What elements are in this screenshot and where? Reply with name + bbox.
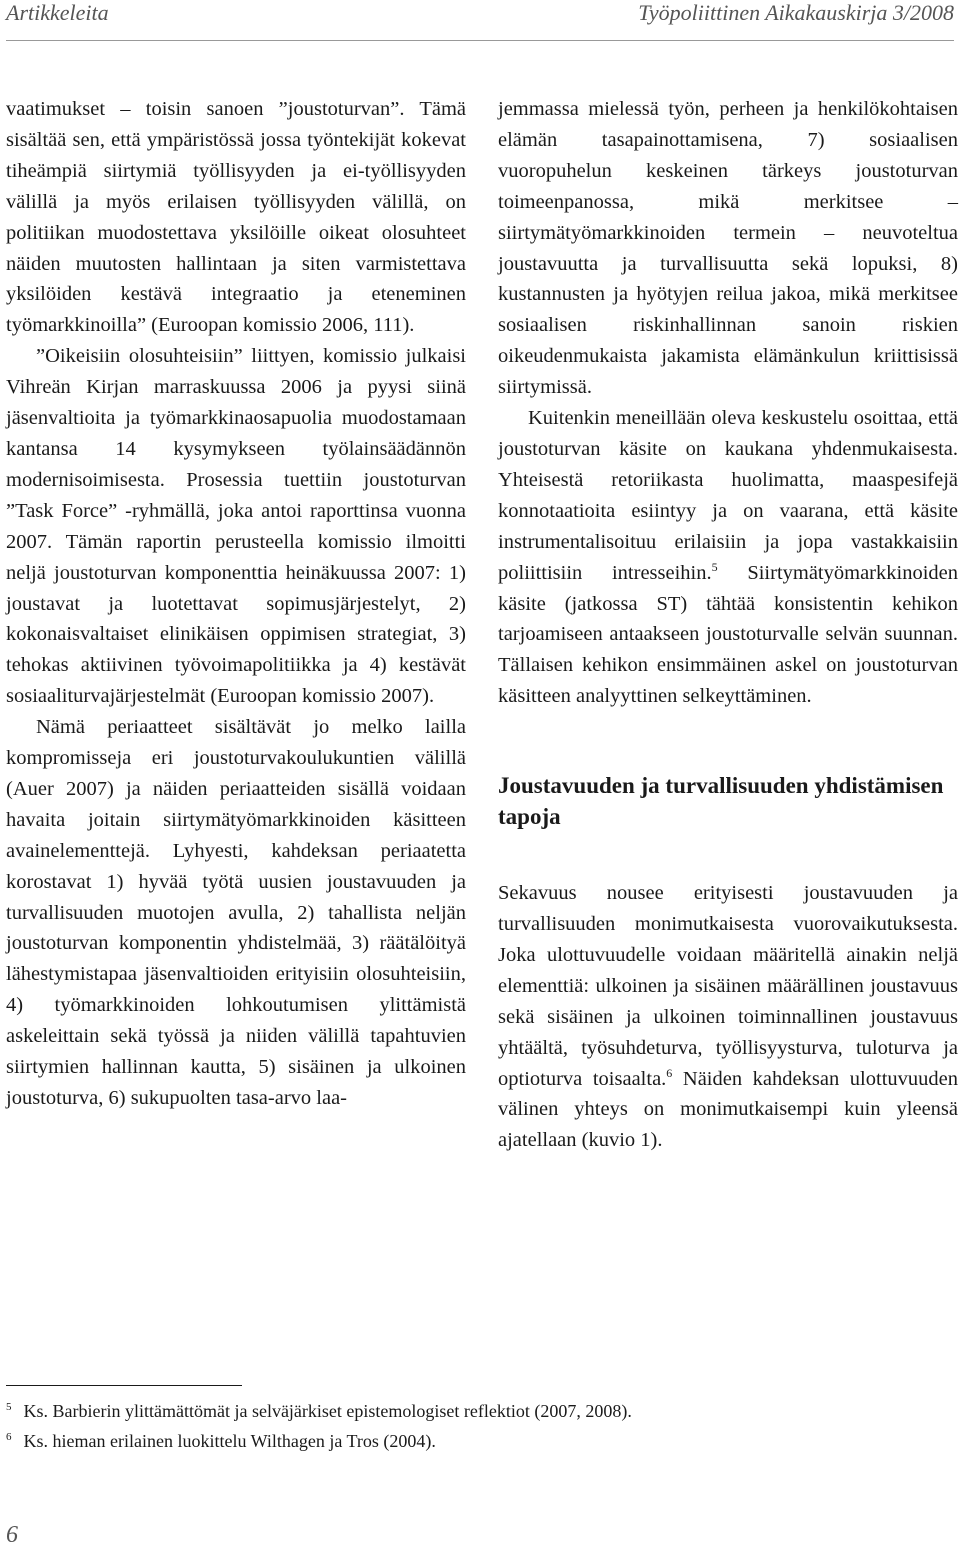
running-header-right: Työpoliittinen Aikakauskirja 3/2008 <box>638 0 954 25</box>
footnote-ref: 5 <box>711 559 718 574</box>
footnote-number: 5 <box>6 1401 12 1413</box>
paragraph-text: Kuitenkin meneillään oleva keskustelu osoittaa, että joustoturvan käsite on kaukana yhdenmukaisesta. Yhteisestä retoriikasta huolimatta, maaspesifejä konnotaatioita esiintyy ja on vaarana, että käsite instrumentalisoituu erilaisiin ja jopa vastakkaisiin poliittisiin intresseihin. <box>498 407 958 584</box>
section-heading: Joustavuuden ja turvallisuuden yhdistämisen tapoja <box>498 773 944 830</box>
footnote-ref: 6 <box>666 1065 673 1080</box>
paragraph: vaatimukset – toisin sanoen ”joustoturvan”. Tämä sisältää sen, että ympäristössä jossa työntekijät kokevat tiheämpiä siirtymiä työllisyyden ja ei-työllisyyden välillä ja myös erilaisen työllisyyden välillä, on politiikan muodostettava yksilöille oikeat olosuhteet näiden muutosten hallintaan ja siten varmistettava yksilöiden kestävä integraatio ja eteneminen työmarkkinoilla” (Euroopan komissio 2006, 111). <box>6 98 466 337</box>
footnote-text: Ks. Barbierin ylittämättömät ja selväjärkiset epistemologiset reflektiot (2007, 2008). <box>23 1401 632 1421</box>
left-column <box>6 94 466 1114</box>
footnote <box>6 1396 632 1426</box>
running-header-left: Artikkeleita <box>6 0 109 25</box>
footnote-number: 6 <box>6 1431 12 1443</box>
paragraph: jemmassa mielessä työn, perheen ja henkilökohtaisen elämän tasapainottamisena, 7) sosiaalisen vuoropuhelun keskeinen tärkeys joustoturvan toimeenpanossa, mikä merkitsee – siirtymätyömarkkinoiden termein – neuvoteltua joustavuutta ja turvallisuutta sekä lopuksi, 8) kustannusten ja hyötyjen reilua jakoa, mikä merkitsee sosiaalisen riskinhallinnan sanoin riskien oikeudenmukaista jakamista elämänkulun kriittisissä siirtymissä. <box>498 98 958 399</box>
paragraph: ”Oikeisiin olosuhteisiin” liittyen, komissio julkaisi Vihreän Kirjan marraskuussa 2006 ja pyysi siinä jäsenvaltioita ja työmarkkinaosapuolia muodostamaan kantansa 14 kysymykseen työlainsäädännön modernisoimisesta. Prosessia tuettiin joustoturvan ”Task Force” -ryhmällä, joka antoi raporttinsa vuonna 2007. Tämän raportin perusteella komissio ilmoitti neljä joustoturvan komponenttia heinäkuussa 2007: 1) joustavat ja luotettavat sopimusjärjestelyt, 2) kokonaisvaltaiset elinikäisen oppimisen strategiat, 3) tehokas aktiivinen työvoimapolitiikka ja 4) kestävät sosiaaliturvajärjestelmät (Euroopan komissio 2007). <box>6 345 466 708</box>
right-column <box>498 94 958 1156</box>
paragraph: Nämä periaatteet sisältävät jo melko lailla kompromisseja eri joustoturvakoulukuntien välillä (Auer 2007) ja näiden periaatteiden sisällä voidaan havaita joitain siirtymätyömarkkinoiden käsitteen avainelementtejä. Lyhyesti, kahdeksan periaatetta korostavat 1) hyvää työtä uusien joustavuuden ja turvallisuuden muotojen avulla, 2) tahallista neljän joustoturvan komponentin yhdistelmää, 3) räätälöityä lähestymistapaa jäsenvaltioiden erityisiin olosuhteisiin, 4) työmarkkinoiden lohkoutumisen ylittämistä askeleittain sekä työssä ja niiden välillä tapahtuvien siirtymien hallinnan kautta, 5) sisäinen ja ulkoinen joustoturva, 6) sukupuolten tasa-arvo laa- <box>6 716 466 1109</box>
page-number: 6 <box>6 1522 18 1548</box>
paragraph-text: Sekavuus nousee erityisesti joustavuuden ja turvallisuuden monimutkaisesta vuorovaikutuksesta. Joka ulottuvuudelle voidaan määritellä ainakin neljä elementtiä: ulkoinen ja sisäinen määrällinen joustavuus sekä sisäinen ja ulkoinen toiminnallinen joustavuus yhtäältä, työsuhdeturva, työllisyysturva, tuloturva ja optioturva toisaalta. <box>498 882 958 1090</box>
header-rule <box>6 40 954 41</box>
footnote <box>6 1426 632 1456</box>
paragraph-text: Näiden kahdeksan ulottuvuuden välinen yhteys on monimutkaisempi kuin yleensä ajatellaan (kuvio 1). <box>498 1067 958 1152</box>
footnote-rule <box>6 1385 242 1386</box>
paragraph-text: Siirtymätyömarkkinoiden käsite (jatkossa ST) tähtää konsistentin kehikon tarjoamiseen antaakseen joustoturvalle selvän suunnan. Tällaisen kehikon ensimmäinen askel on joustoturvan käsitteen analyyttinen selkeyttäminen. <box>498 561 958 708</box>
footnotes <box>6 1396 632 1456</box>
footnote-text: Ks. hieman erilainen luokittelu Wilthagen ja Tros (2004). <box>23 1431 436 1451</box>
paragraph <box>498 403 958 712</box>
paragraph <box>498 878 958 1156</box>
